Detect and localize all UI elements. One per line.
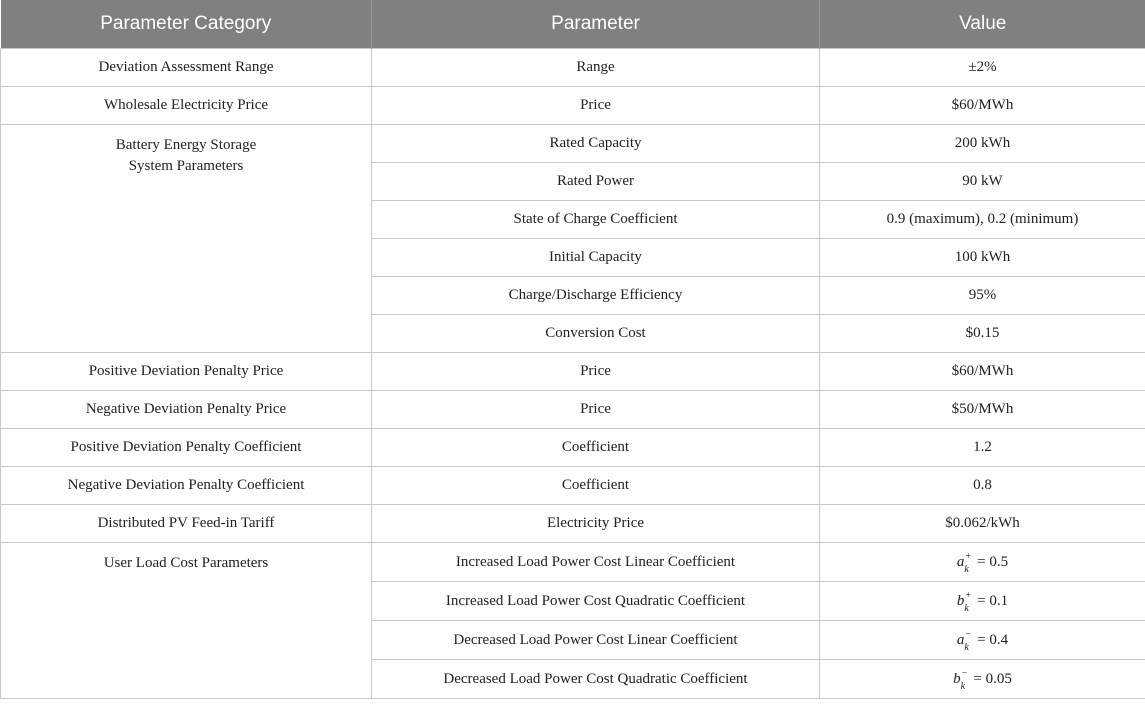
coef-subscript: k [960,680,966,692]
value-cell: 95% [820,277,1145,315]
coef-subscript: k [964,641,969,653]
value-cell: ±2% [820,49,1145,87]
value-cell: 200 kWh [820,125,1145,163]
coef-value: = 0.05 [969,670,1012,687]
value-cell: $50/MWh [820,391,1145,429]
parameter-cell: Price [372,353,820,391]
parameter-cell: Electricity Price [372,505,820,543]
table-row [1,391,1145,429]
table-row [1,125,1145,163]
header-value: Value [820,0,1145,49]
category-cell-bess [1,125,372,353]
coef-value: = 0.4 [973,631,1009,648]
table-row [1,353,1145,391]
parameter-cell: Price [372,87,820,125]
table-row [1,87,1145,125]
table-row [1,543,1145,582]
value-cell: $0.062/kWh [820,505,1145,543]
parameter-cell: Coefficient [372,429,820,467]
parameter-cell: Charge/Discharge Efficiency [372,277,820,315]
value-cell: 1.2 [820,429,1145,467]
parameter-cell: Decreased Load Power Cost Linear Coefficient [372,621,820,660]
parameter-cell: State of Charge Coefficient [372,201,820,239]
coef-symbol: b [956,592,965,609]
parameter-cell: Range [372,49,820,87]
category-cell: Deviation Assessment Range [1,49,372,87]
header-parameter: Parameter [372,0,820,49]
parameter-cell: Coefficient [372,467,820,505]
value-cell: $60/MWh [820,87,1145,125]
value-cell [820,582,1145,621]
parameter-cell: Conversion Cost [372,315,820,353]
parameter-cell: Rated Power [372,163,820,201]
category-cell: Negative Deviation Penalty Coefficient [1,467,372,505]
parameter-cell: Price [372,391,820,429]
value-cell [820,543,1145,582]
table-row [1,467,1145,505]
coef-value: = 0.1 [973,592,1009,609]
coef-superscript: − [961,667,968,679]
header-parameter-category: Parameter Category [1,0,372,49]
value-cell: 0.9 (maximum), 0.2 (minimum) [820,201,1145,239]
value-cell: 100 kWh [820,239,1145,277]
category-cell: Negative Deviation Penalty Price [1,391,372,429]
category-cell: Distributed PV Feed-in Tariff [1,505,372,543]
category-cell: Positive Deviation Penalty Coefficient [1,429,372,467]
parameter-cell: Decreased Load Power Cost Quadratic Coefficient [372,660,820,699]
value-cell: 90 kW [820,163,1145,201]
parameter-cell: Increased Load Power Cost Linear Coefficient [372,543,820,582]
coef-symbol: a [956,553,965,570]
coef-superscript: + [965,589,972,601]
category-cell-user-load: User Load Cost Parameters [1,543,372,699]
parameter-cell: Rated Capacity [372,125,820,163]
table-row [1,429,1145,467]
parameter-cell: Initial Capacity [372,239,820,277]
coef-subscript: k [964,602,969,614]
category-cell: Positive Deviation Penalty Price [1,353,372,391]
category-cell: Wholesale Electricity Price [1,87,372,125]
bess-category-line1: Battery Energy Storage [115,137,257,153]
value-cell: 0.8 [820,467,1145,505]
table-row [1,505,1145,543]
value-cell: $60/MWh [820,353,1145,391]
coef-superscript: + [965,550,972,562]
coef-symbol: b [953,670,961,687]
value-cell: $0.15 [820,315,1145,353]
table-row [1,49,1145,87]
table-header [1,0,1145,49]
value-cell [820,660,1145,699]
coef-value: = 0.5 [973,553,1009,570]
coef-subscript: k [964,563,969,575]
value-cell [820,621,1145,660]
bess-category-line2: System Parameters [128,158,244,174]
coef-superscript: − [965,628,972,640]
coef-symbol: a [956,631,965,648]
parameter-cell: Increased Load Power Cost Quadratic Coefficient [372,582,820,621]
